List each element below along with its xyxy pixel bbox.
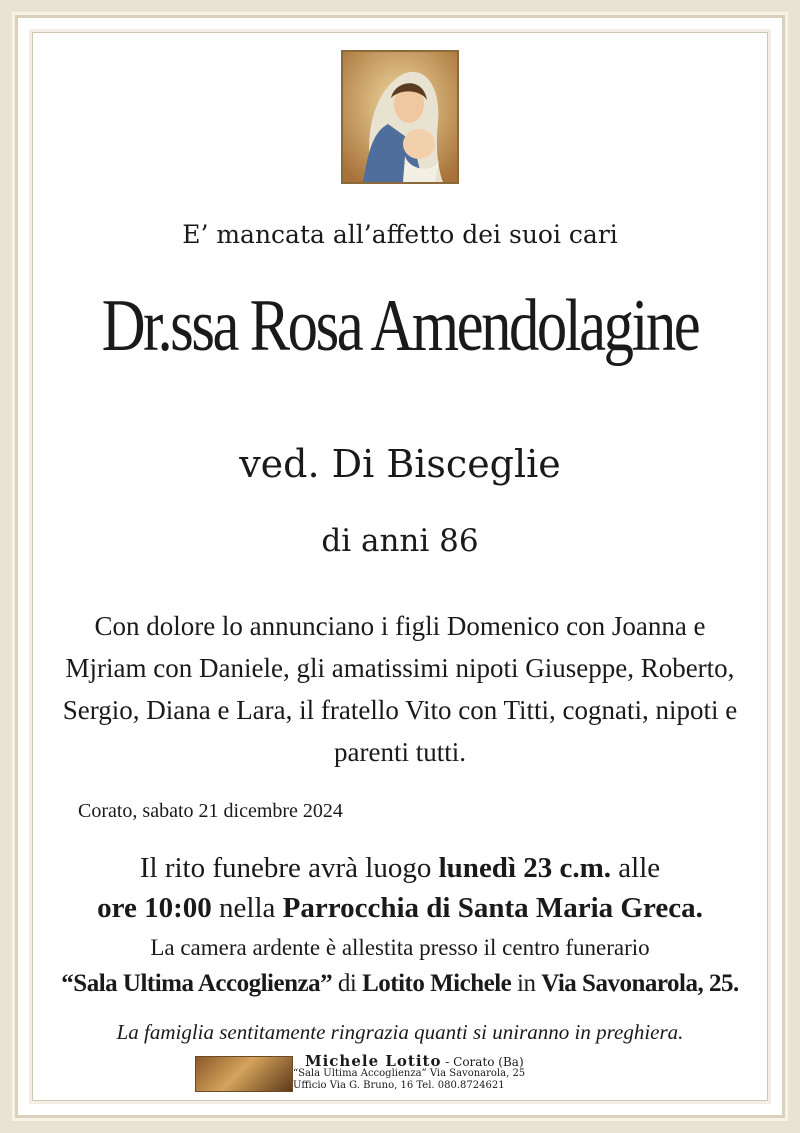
rite-church: Parrocchia di Santa Maria Greca. [282,892,703,924]
place-date: Corato, sabato 21 dicembre 2024 [78,800,343,822]
footer-company-name: Michele Lotito [305,1052,442,1070]
footer-city: - Corato (Ba) [441,1055,524,1069]
announcement-text: Con dolore lo annunciano i figli Domenico con Joanna e Mjriam con Daniele, gli amatissimi nipoti Giuseppe, Roberto, Sergio, Diana e Lara, il fratello Vito con Titti, cognati, nipoti e parenti tutti. [62,611,738,767]
intro-text: E’ mancata all’affetto dei suoi cari [182,220,618,249]
sala-text-2: in [511,970,542,997]
deceased-name: Dr.ssa Rosa Amendolagine [101,285,699,367]
rite-text-1: Il rito funebre avrà luogo [139,852,439,884]
rite-info [0,848,800,928]
footer-sala: “Sala Ultima Accoglienza” Via Savonarola, 25 [293,1068,526,1079]
funeral-home-info [0,970,800,998]
funeral-home-footer [195,1052,615,1094]
funeral-home-logo [195,1056,293,1092]
camera-ardente-text: La camera ardente è allestita presso il centro funerario [150,935,650,960]
rite-text-3: nella [211,892,283,924]
rite-text-2: alle [611,852,661,884]
rite-time: ore 10:00 [97,892,212,924]
sala-name: “Sala Ultima Accoglienza” [61,970,333,997]
rite-day: lunedì 23 c.m. [438,852,612,884]
age: di anni 86 [321,523,479,559]
thanks-text: La famiglia sentitamente ringrazia quanti si uniranno in preghiera. [116,1020,684,1044]
widow-of: ved. Di Bisceglie [239,442,561,486]
madonna-child-icon [341,50,459,184]
sala-address: Via Savonarola, 25. [541,970,739,997]
sala-text-1: di [332,970,363,997]
sala-owner: Lotito Michele [362,970,512,997]
footer-office: Ufficio Via G. Bruno, 16 Tel. 080.8724621 [293,1080,505,1091]
